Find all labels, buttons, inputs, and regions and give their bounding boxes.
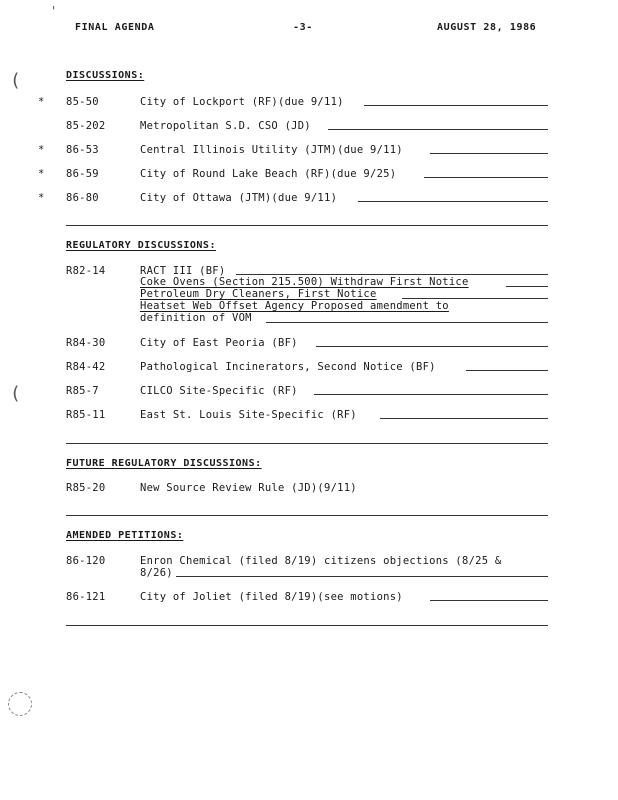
fill-line (430, 153, 548, 154)
docket-line: Heatset Web Offset Agency Proposed amendment to (140, 300, 449, 312)
docket-description: City of East Peoria (BF) (140, 337, 298, 349)
docket-number: R84-42 (66, 361, 106, 373)
agenda-title: FINAL AGENDA (75, 22, 155, 33)
docket-number: 86-59 (66, 168, 99, 180)
star-marker: * (38, 192, 45, 204)
docket-number: R85-20 (66, 482, 106, 494)
fill-line (380, 418, 548, 419)
docket-description: East St. Louis Site-Specific (RF) (140, 409, 357, 421)
docket-description: City of Lockport (RF)(due 9/11) (140, 96, 344, 108)
page-number: -3- (293, 22, 313, 33)
docket-description: Enron Chemical (filed 8/19) citizens objections (8/25 & (140, 555, 502, 567)
fill-line (506, 286, 548, 287)
docket-description: Central Illinois Utility (JTM)(due 9/11) (140, 144, 403, 156)
docket-line: Petroleum Dry Cleaners, First Notice (140, 288, 377, 300)
docket-number: R82-14 (66, 265, 106, 277)
fill-line (466, 370, 548, 371)
fill-line (364, 105, 548, 106)
docket-description-continued: 8/26) (140, 567, 173, 579)
fill-line (328, 129, 548, 130)
docket-number: 85-202 (66, 120, 106, 132)
docket-number: 86-53 (66, 144, 99, 156)
docket-number: 85-50 (66, 96, 99, 108)
punch-mark-top: ( (10, 70, 21, 91)
docket-line: Coke Ovens (Section 215.500) Withdraw First Notice (140, 276, 469, 288)
punch-mark-middle: ( (10, 383, 21, 404)
docket-number: R85-11 (66, 409, 106, 421)
regulatory-heading: REGULATORY DISCUSSIONS: (66, 240, 216, 251)
docket-description: Pathological Incinerators, Second Notice (BF) (140, 361, 436, 373)
margin-mark: ' (50, 4, 58, 18)
fill-line (176, 576, 548, 577)
docket-description: New Source Review Rule (JD)(9/11) (140, 482, 357, 494)
discussions-heading: DISCUSSIONS: (66, 70, 145, 81)
docket-number: 86-120 (66, 555, 106, 567)
docket-description: City of Joliet (filed 8/19)(see motions) (140, 591, 403, 603)
docket-line: RACT III (BF) (140, 265, 226, 277)
section-divider (66, 625, 548, 626)
star-marker: * (38, 168, 45, 180)
fill-line (430, 600, 548, 601)
docket-description: City of Ottawa (JTM)(due 9/11) (140, 192, 338, 204)
punch-hole-bottom (8, 692, 32, 716)
section-divider (66, 225, 548, 226)
fill-line (402, 298, 548, 299)
docket-description: Metropolitan S.D. CSO (JD) (140, 120, 311, 132)
docket-description: City of Round Lake Beach (RF)(due 9/25) (140, 168, 397, 180)
docket-number: R85-7 (66, 385, 99, 397)
fill-line (358, 201, 548, 202)
docket-line: definition of VOM (140, 312, 252, 324)
section-divider (66, 515, 548, 516)
future-regulatory-heading: FUTURE REGULATORY DISCUSSIONS: (66, 458, 262, 469)
fill-line (316, 346, 548, 347)
star-marker: * (38, 144, 45, 156)
fill-line (424, 177, 548, 178)
docket-description: CILCO Site-Specific (RF) (140, 385, 298, 397)
docket-number: 86-121 (66, 591, 106, 603)
docket-number: R84-30 (66, 337, 106, 349)
agenda-date: AUGUST 28, 1986 (437, 22, 537, 33)
docket-number: 86-80 (66, 192, 99, 204)
amended-petitions-heading: AMENDED PETITIONS: (66, 530, 184, 541)
fill-line (314, 394, 548, 395)
fill-line (236, 274, 548, 275)
fill-line (266, 322, 548, 323)
section-divider (66, 443, 548, 444)
star-marker: * (38, 96, 45, 108)
